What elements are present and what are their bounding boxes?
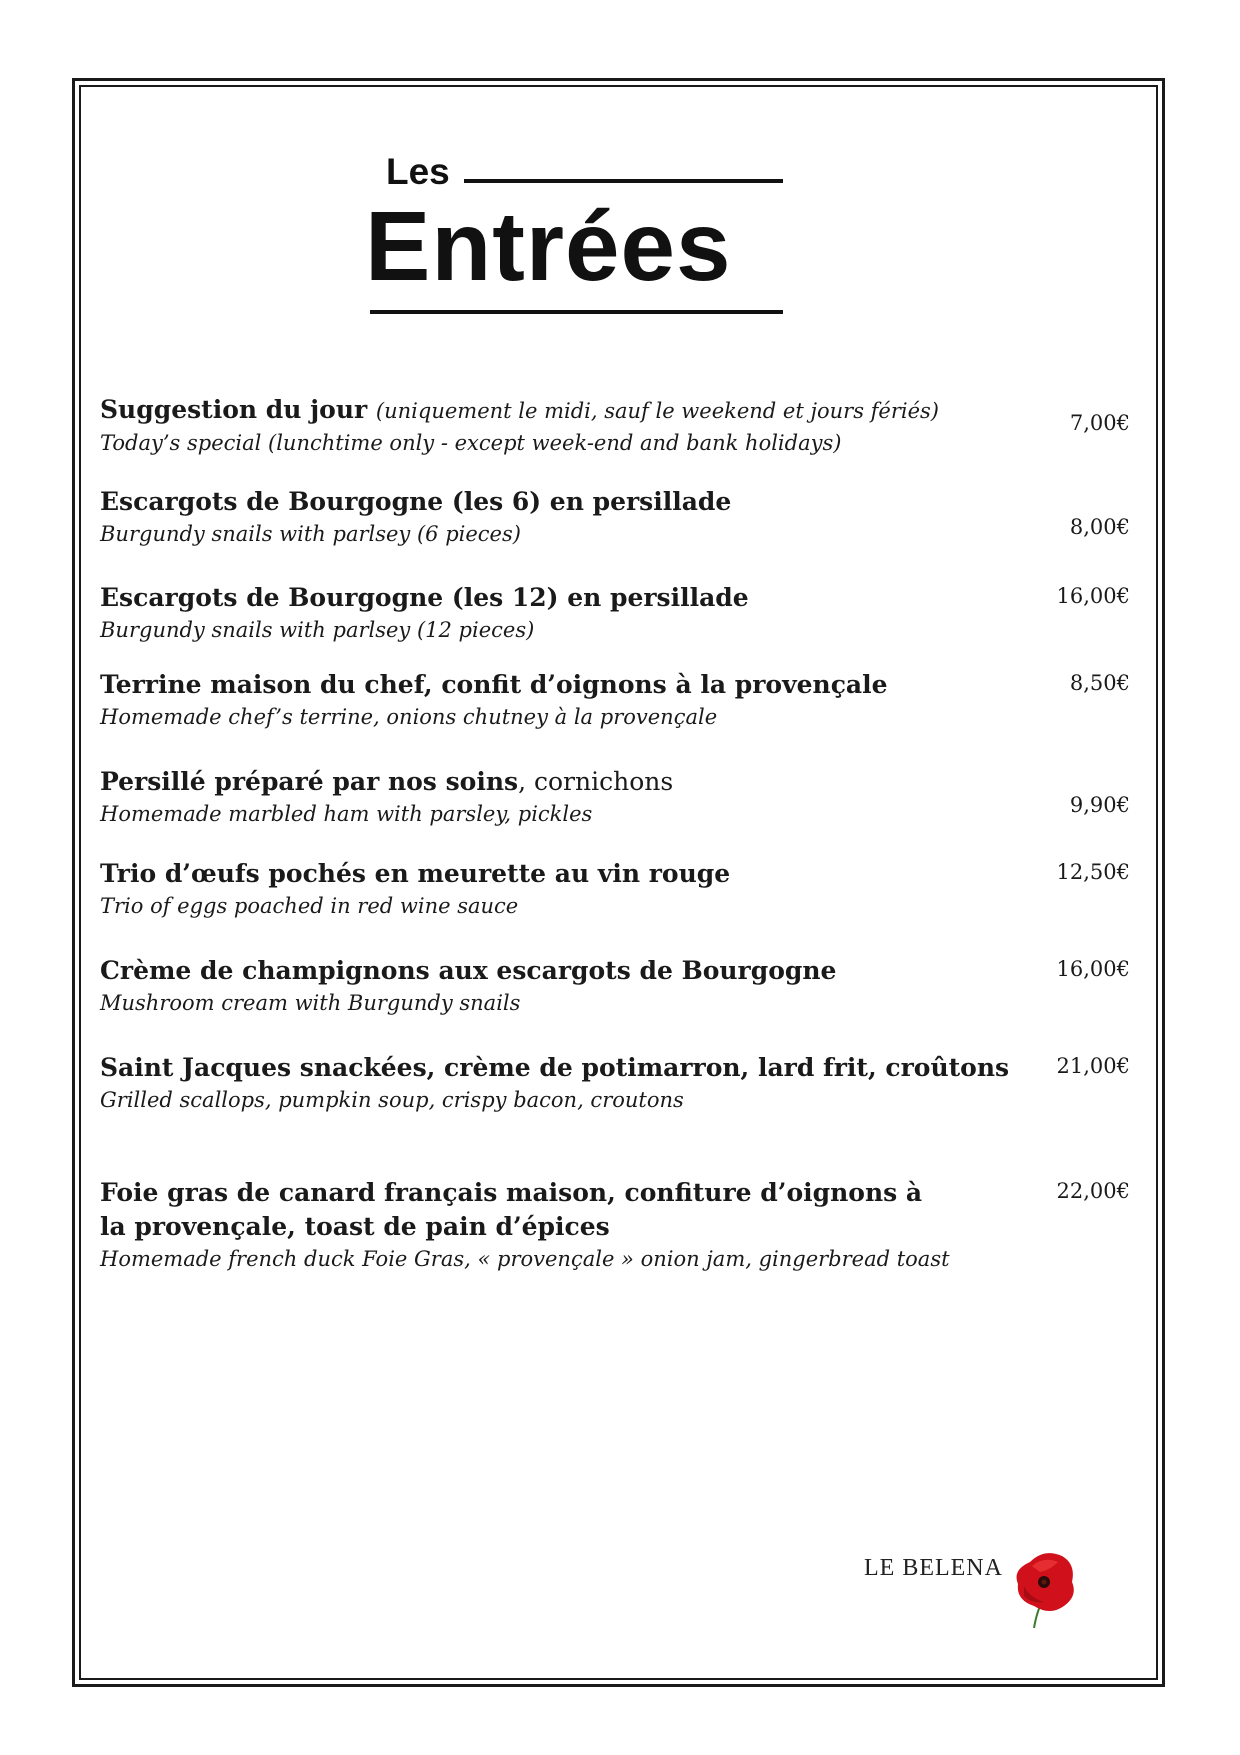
menu-item-price: 16,00€ — [1056, 957, 1130, 981]
menu-item-name: Foie gras de canard français maison, confiture d’oignons à la provençale, toast de pain d’épices — [100, 1178, 923, 1241]
menu-item-name: Crème de champignons aux escargots de Bourgogne — [100, 956, 837, 985]
menu-item-name-line — [100, 765, 1000, 799]
menu-item-name: Escargots de Bourgogne (les 12) en persillade — [100, 583, 749, 612]
menu-item-name: Persillé préparé par nos soins — [100, 767, 519, 796]
menu-item-extra: , cornichons — [518, 767, 674, 796]
title-small: Les — [386, 151, 450, 192]
menu-item-description: Burgundy snails with parlsey (12 pieces) — [100, 618, 535, 642]
menu-item-name-line — [100, 393, 1000, 428]
menu-item-description: Mushroom cream with Burgundy snails — [100, 991, 521, 1015]
menu-item-name: Escargots de Bourgogne (les 6) en persillade — [100, 487, 732, 516]
menu-item — [100, 485, 1130, 549]
menu-item-name: Suggestion du jour — [100, 395, 368, 424]
menu-item-price: 7,00€ — [1069, 411, 1130, 435]
menu-item — [100, 581, 1130, 645]
menu-item — [100, 393, 1130, 458]
menu-item-description: Trio of eggs poached in red wine sauce — [100, 894, 519, 918]
menu-item — [100, 857, 1130, 921]
menu-item-description: Today’s special (lunchtime only - except week-end and bank holidays) — [100, 431, 842, 455]
menu-item — [100, 1051, 1130, 1115]
menu-item-description: Homemade chef’s terrine, onions chutney à la provençale — [100, 705, 718, 729]
menu-item-note: (uniquement le midi, sauf le weekend et jours fériés) — [375, 399, 939, 423]
menu-item-description: Homemade french duck Foie Gras, « provençale » onion jam, gingerbread toast — [100, 1247, 950, 1271]
menu-item-price: 8,00€ — [1069, 515, 1130, 539]
menu-item — [100, 1176, 1130, 1274]
menu-item-name: Terrine maison du chef, confit d’oignons à la provençale — [100, 670, 888, 699]
menu-item — [100, 668, 1130, 732]
menu-item — [100, 765, 1130, 829]
brand-name: LE BELENA — [864, 1555, 1003, 1581]
menu-item-name: Saint Jacques snackées, crème de potimarron, lard frit, croûtons — [100, 1053, 1010, 1082]
menu-item-price: 21,00€ — [1056, 1054, 1130, 1078]
menu-item-price: 8,50€ — [1069, 671, 1130, 695]
menu-item-price: 12,50€ — [1056, 860, 1130, 884]
menu-item-price: 16,00€ — [1056, 584, 1130, 608]
menu-item-name: Trio d’œufs pochés en meurette au vin rouge — [100, 859, 731, 888]
menu-item-description: Burgundy snails with parlsey (6 pieces) — [100, 522, 521, 546]
menu-item — [100, 954, 1130, 1018]
title-rule-top — [464, 179, 783, 183]
poppy-flower-icon — [1010, 1548, 1080, 1628]
menu-item-description: Homemade marbled ham with parsley, pickles — [100, 802, 593, 826]
page-title: Entrées — [365, 191, 732, 301]
title-rule-bottom — [370, 310, 783, 314]
menu-item-price: 22,00€ — [1056, 1179, 1130, 1203]
menu-item-price: 9,90€ — [1069, 793, 1130, 817]
menu-item-description: Grilled scallops, pumpkin soup, crispy bacon, croutons — [100, 1088, 684, 1112]
